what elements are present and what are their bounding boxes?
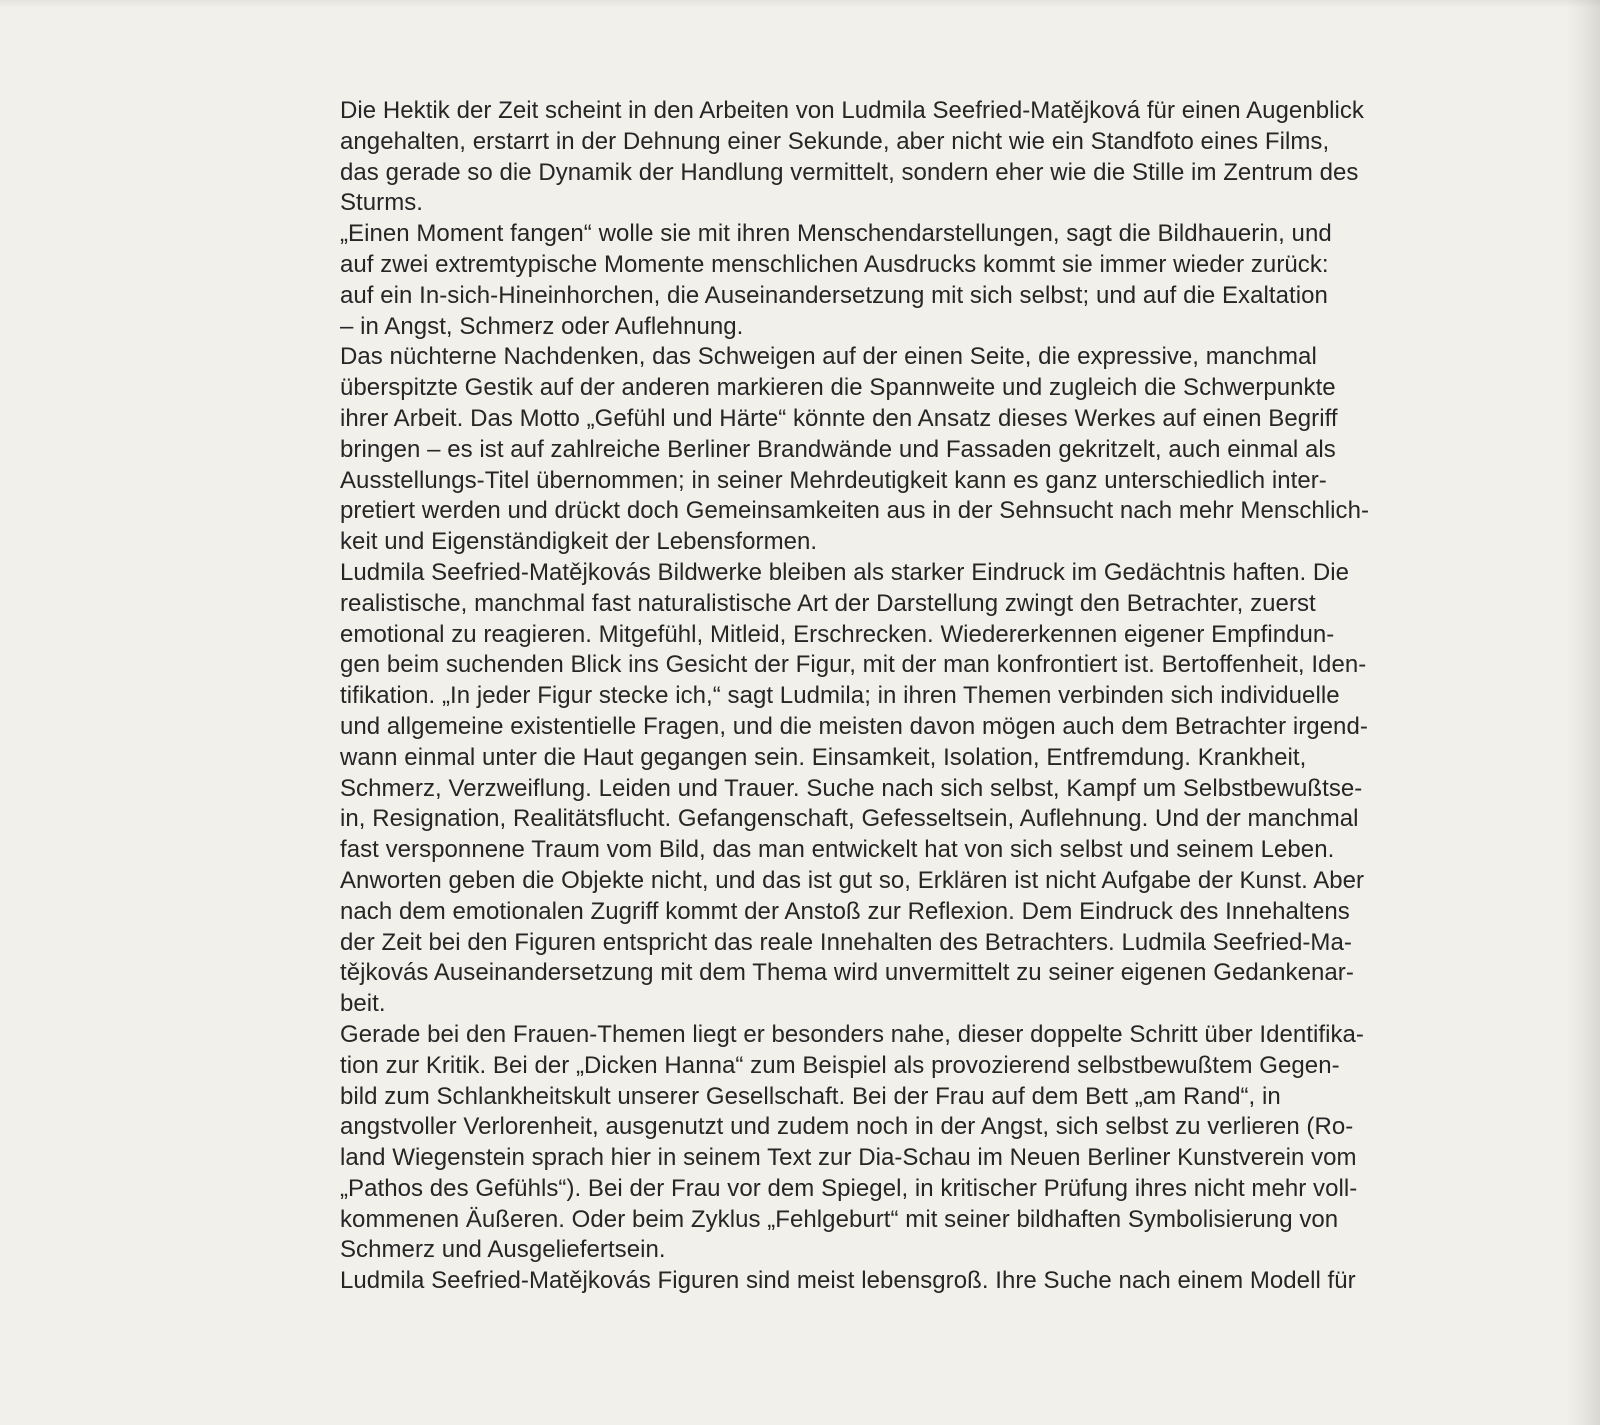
text-line: Das nüchterne Nachdenken, das Schweigen auf der einen Seite, die expressive, manchmal [340,343,1317,371]
text-line: „Pathos des Gefühls“). Bei der Frau vor dem Spiegel, in kritischer Prüfung ihres nicht mehr voll- [340,1174,1358,1202]
text-line: Anworten geben die Objekte nicht, und das ist gut so, Erklären ist nicht Aufgabe der Kunst. Aber [340,866,1365,894]
body-text-column [340,96,1510,1297]
text-line: kommenen Äußeren. Oder beim Zyklus „Fehlgeburt“ mit seiner bildhaften Symbolisierung von [340,1205,1339,1233]
text-line: realistische, manchmal fast naturalistische Art der Darstellung zwingt den Betrachter, zuerst [340,589,1316,617]
text-line: Schmerz und Ausgeliefertsein. [340,1236,666,1264]
text-line: tion zur Kritik. Bei der „Dicken Hanna“ zum Beispiel als provozierend selbstbewußtem Gegen- [340,1051,1340,1079]
text-line: – in Angst, Schmerz oder Auflehnung. [340,312,744,340]
text-line: pretiert werden und drückt doch Gemeinsamkeiten aus in der Sehnsucht nach mehr Menschlich- [340,497,1370,525]
text-line: „Einen Moment fangen“ wolle sie mit ihren Menschendarstellungen, sagt die Bildhauerin, und [340,220,1332,248]
text-line: fast versponnene Traum vom Bild, das man entwickelt hat von sich selbst und seinem Leben. [340,836,1335,864]
text-line: Ausstellungs-Titel übernommen; in seiner Mehrdeutigkeit kann es ganz unterschiedlich inter- [340,466,1327,494]
text-line: Ludmila Seefried-Matějkovás Figuren sind meist lebensgroß. Ihre Suche nach einem Modell für [340,1267,1356,1295]
paragraph [340,342,1510,558]
page-gutter-shadow [1566,0,1600,1425]
text-line: bild zum Schlankheitskult unserer Gesellschaft. Bei der Frau auf dem Bett „am Rand“, in [340,1082,1281,1110]
paragraph [340,866,1510,1020]
text-line: beit. [340,990,386,1018]
text-line: angstvoller Verlorenheit, ausgenutzt und zudem noch in der Angst, sich selbst zu verlieren (Ro- [340,1113,1354,1141]
text-line: auf zwei extremtypische Momente menschlichen Ausdrucks kommt sie immer wieder zurück: [340,250,1329,278]
text-line: tějkovás Auseinandersetzung mit dem Thema wird unvermittelt zu seiner eigenen Gedankenar- [340,959,1354,987]
text-line: der Zeit bei den Figuren entspricht das reale Innehalten des Betrachters. Ludmila Seefried-Ma- [340,928,1352,956]
text-line: bringen – es ist auf zahlreiche Berliner Brandwände und Fassaden gekritzelt, auch einmal als [340,435,1336,463]
text-line: keit und Eigenständigkeit der Lebensformen. [340,528,818,556]
text-line: tifikation. „In jeder Figur stecke ich,“ sagt Ludmila; in ihren Themen verbinden sich individuelle [340,682,1340,710]
text-line: Sturms. [340,189,424,217]
text-line: Die Hektik der Zeit scheint in den Arbeiten von Ludmila Seefried-Matějková für einen Augenblick [340,97,1364,124]
page-top-shadow [0,0,1600,8]
paragraph [340,96,1510,219]
text-line: land Wiegenstein sprach hier in seinem Text zur Dia-Schau im Neuen Berliner Kunstverein vom [340,1144,1357,1172]
text-line: das gerade so die Dynamik der Handlung vermittelt, sondern eher wie die Stille im Zentrum des [340,158,1359,186]
text-line: in, Resignation, Realitätsflucht. Gefangenschaft, Gefesseltsein, Auflehnung. Und der manchmal [340,805,1359,833]
text-line: überspitzte Gestik auf der anderen markieren die Spannweite und zugleich die Schwerpunkte [340,374,1336,402]
paragraph [340,1020,1510,1266]
text-line: und allgemeine existentielle Fragen, und die meisten davon mögen auch dem Betrachter irgend- [340,712,1368,740]
text-line: Ludmila Seefried-Matějkovás Bildwerke bleiben als starker Eindruck im Gedächtnis haften. Die [340,558,1350,586]
text-line: Schmerz, Verzweiflung. Leiden und Trauer. Suche nach sich selbst, Kampf um Selbstbewußtse- [340,774,1363,802]
text-line: gen beim suchenden Blick ins Gesicht der Figur, mit der man konfrontiert ist. Bertoffenheit, Iden- [340,651,1367,679]
text-line: ihrer Arbeit. Das Motto „Gefühl und Härte“ könnte den Ansatz dieses Werkes auf einen Begriff [340,404,1338,432]
text-line: emotional zu reagieren. Mitgefühl, Mitleid, Erschrecken. Wiedererkennen eigener Empfindun- [340,620,1335,648]
text-line: Gerade bei den Frauen-Themen liegt er besonders nahe, dieser doppelte Schritt über Identifika- [340,1020,1364,1048]
text-line: angehalten, erstarrt in der Dehnung einer Sekunde, aber nicht wie ein Standfoto eines Films, [340,127,1330,155]
text-line: nach dem emotionalen Zugriff kommt der Anstoß zur Reflexion. Dem Eindruck des Innehaltens [340,897,1350,925]
paragraph [340,219,1510,342]
paragraph [340,558,1510,866]
paragraph [340,1266,1510,1297]
text-line: auf ein In-sich-Hineinhorchen, die Auseinandersetzung mit sich selbst; und auf die Exaltation [340,281,1328,309]
text-line: wann einmal unter die Haut gegangen sein. Einsamkeit, Isolation, Entfremdung. Krankheit, [340,743,1307,771]
